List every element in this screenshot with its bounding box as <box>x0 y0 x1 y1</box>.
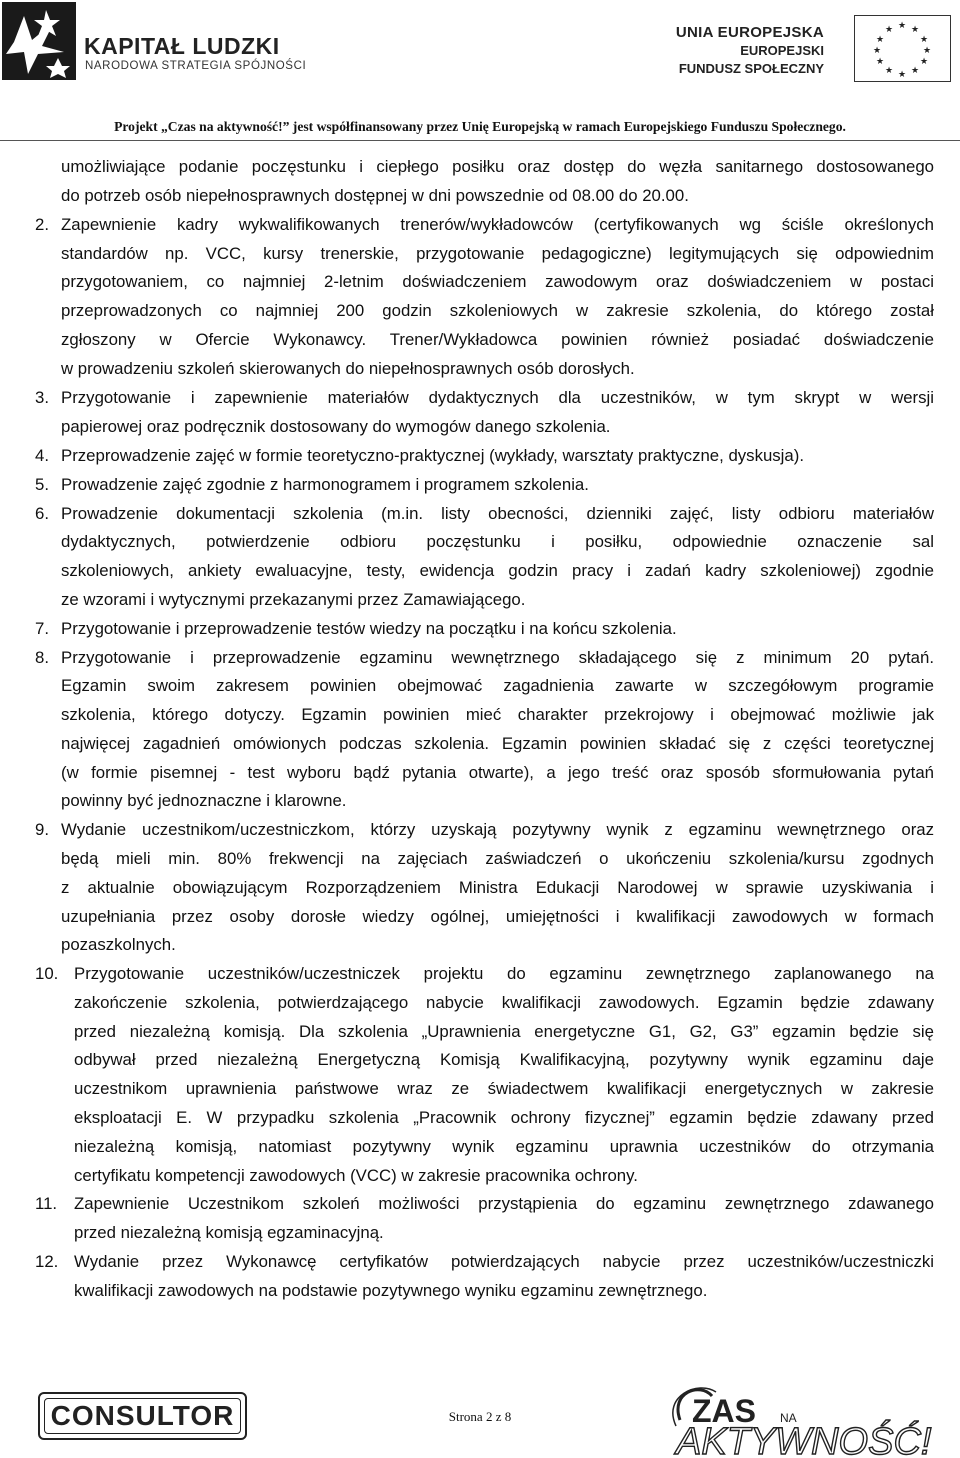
text-line: Wydanie uczestnikom/uczestniczkom, którzy uzyskają pozytywny wynik z egzaminu wewnętrznego oraz <box>61 820 934 839</box>
text-line: Prowadzenie dokumentacji szkolenia (m.in. listy obecności, dzienniki zajęć, listy odbioru materiałów <box>61 504 934 523</box>
text-line: z aktualnie obowiązującym Rozporządzeniem Ministra Edukacji Narodowej w sprawie uzyskiwania i <box>61 878 934 897</box>
svg-text:★: ★ <box>910 66 920 76</box>
eu-label <box>676 24 824 78</box>
svg-text:★: ★ <box>922 46 932 56</box>
list-number: 2. <box>35 215 49 234</box>
svg-text:★: ★ <box>910 25 920 35</box>
text-line: do potrzeb osób niepełnosprawnych dostępnej w dni powszednie od 08.00 do 20.00. <box>61 186 689 205</box>
kapital-ludzki-title: KAPITAŁ LUDZKI <box>84 33 280 59</box>
list-number: 4. <box>35 446 49 465</box>
svg-text:★: ★ <box>875 57 885 67</box>
list-number: 5. <box>35 475 49 494</box>
list-number: 6. <box>35 504 49 523</box>
page-number: Strona 2 z 8 <box>448 1409 512 1424</box>
text-line: dydaktycznych, potwierdzenie odbioru poczęstunku i posiłku, odpowiednie oznaczenie sal <box>61 532 934 551</box>
text-line: szkoleniowych, ankiety ewaluacyjne, testy, ewidencja godzin pracy i zadań kadry szkoleniowej) zgodnie <box>61 561 934 580</box>
text-line: zakończenie szkolenia, potwierdzającego nabycie kwalifikacji zawodowych. Egzamin będzie zdawany <box>74 993 934 1012</box>
text-line: Przygotowanie i przeprowadzenie egzaminu wewnętrznego składającego się z minimum 20 pytań. <box>61 648 934 667</box>
text-line: szkolenia, którego dotyczy. Egzamin powinien mieć charakter przekrojowy i obejmować możliwie jak <box>61 705 934 724</box>
czas-na-aktywnosc-logo <box>640 1382 958 1456</box>
text-line: uczestnikom uprawnienia państwowe wraz ze świadectwem kwalifikacji energetycznych w zakresie <box>74 1079 934 1098</box>
text-line: Przeprowadzenie zajęć w formie teoretyczno-praktycznej (wykłady, warsztaty praktyczne, dyskusja). <box>61 446 804 465</box>
svg-text:★: ★ <box>875 35 885 45</box>
project-cofinancing-note: Projekt „Czas na aktywność!” jest współfinansowany przez Unię Europejską w ramach Europejskiego Funduszu Społecznego. <box>114 119 846 134</box>
list-number: 12. <box>35 1252 59 1271</box>
text-line: będą mieli min. 80% frekwencji na zajęciach zaświadczeń o ukończeniu szkolenia/kursu zgodnych <box>61 849 934 868</box>
list-number: 10. <box>35 964 59 983</box>
text-line: odbywał przed niezależną Energetyczną Komisją Kwalifikacyjną, pozytywny wynik egzaminu daje <box>74 1050 934 1069</box>
text-line: przygotowaniem, co najmniej 2-letnim doświadczeniem zawodowym oraz doświadczeniem w postaci <box>61 272 934 291</box>
text-line: Zapewnienie kadry wykwalifikowanych trenerów/wykładowców (certyfikowanych wg ściśle określonych <box>61 215 934 234</box>
text-line: przeprowadzonych co najmniej 200 godzin szkoleniowych w zakresie szkolenia, do którego został <box>61 301 934 320</box>
text-line: w prowadzeniu szkoleń skierowanych do niepełnosprawnych osób dorosłych. <box>61 359 635 378</box>
eu-line-1: UNIA EUROPEJSKA <box>675 24 824 41</box>
czas-logo-na: NA <box>780 1411 797 1425</box>
svg-text:★: ★ <box>897 70 907 80</box>
text-line: kwalifikacji zawodowych na podstawie pozytywnego wyniku egzaminu zewnętrznego. <box>74 1281 708 1300</box>
text-line: standardów np. VCC, kursy trenerskie, przygotowanie pedagogiczne) legitymujących się odpowiednim <box>61 244 934 263</box>
eu-line-3: FUNDUSZ SPOŁECZNY <box>678 61 824 76</box>
text-line: Przygotowanie uczestników/uczestniczek projektu do egzaminu zewnętrznego zaplanowanego na <box>74 964 934 983</box>
text-line: papierowej oraz podręcznik dostosowany do wymogów danego szkolenia. <box>61 417 611 436</box>
list-number: 9. <box>35 820 49 839</box>
text-line: Egzamin swoim zakresem powinien obejmować zagadnienia zawarte w szczegółowym programie <box>61 676 934 695</box>
text-line: ze wzorami i wytycznymi przekazanymi przez Zamawiającego. <box>61 590 526 609</box>
list-number: 3. <box>35 388 49 407</box>
text-line: powinny być jednoznaczne i klarowne. <box>61 791 347 810</box>
svg-text:★: ★ <box>897 21 907 31</box>
svg-text:★: ★ <box>919 57 929 67</box>
text-line: niezależną komisją, natomiast pozytywny wynik egzaminu uprawnia uczestników do otrzymania <box>74 1137 934 1156</box>
text-line: przed niezależną komisją egzaminacyjną. <box>74 1223 384 1242</box>
text-line: certyfikatu kompetencji zawodowych (VCC) w zakresie pracownika ochrony. <box>74 1166 638 1185</box>
svg-text:★: ★ <box>884 66 894 76</box>
text-line: Przygotowanie i zapewnienie materiałów dydaktycznych dla uczestników, w tym skrypt w wersji <box>61 388 934 407</box>
czas-logo-top: ZAS <box>692 1393 756 1429</box>
page-header <box>0 0 960 140</box>
text-line: (w formie pisemnej - test wyboru bądź pytania otwarte), a jego treść oraz sposób sformułowania pytań <box>61 763 934 782</box>
header-divider <box>0 140 960 141</box>
svg-text:★: ★ <box>884 25 894 35</box>
czas-logo-bottom: AKTYWNOŚĆ! <box>676 1421 932 1456</box>
text-line: uzupełniania przez osoby dorosłe wiedzy ogólnej, umiejętności i kwalifikacji zawodowych w formach <box>61 907 934 926</box>
text-line: eksploatacji E. W przypadku szkolenia „Pracownik ochrony fizycznej” egzamin będzie zdawany przed <box>74 1108 934 1127</box>
text-line: Prowadzenie zajęć zgodnie z harmonogramem i programem szkolenia. <box>61 475 589 494</box>
kapital-ludzki-subtitle: NARODOWA STRATEGIA SPÓJNOŚCI <box>85 60 307 72</box>
list-number: 8. <box>35 648 49 667</box>
svg-text:★: ★ <box>919 35 929 45</box>
text-line: najwięcej zagadnień omówionych podczas szkolenia. Egzamin powinien składać się z części teoretycznej <box>61 734 934 753</box>
text-line: Zapewnienie Uczestnikom szkoleń możliwości przystąpienia do egzaminu zewnętrznego zdawanego <box>74 1194 934 1213</box>
text-line: Przygotowanie i przeprowadzenie testów wiedzy na początku i na końcu szkolenia. <box>61 619 677 638</box>
text-line: zgłoszony w Ofercie Wykonawcy. Trener/Wykładowca powinien również posiadać doświadczenie <box>61 330 934 349</box>
eu-line-2: EUROPEJSKI <box>740 43 824 58</box>
text-line: Wydanie przez Wykonawcę certyfikatów potwierdzających nabycie przez uczestników/uczestniczki <box>74 1252 934 1271</box>
svg-text:★: ★ <box>872 46 882 56</box>
text-line: pozaszkolnych. <box>61 935 176 954</box>
list-number: 11. <box>35 1194 58 1213</box>
list-number: 7. <box>35 619 49 638</box>
text-line: przed niezależną komisją. Dla szkolenia „Uprawnienia energetyczne G1, G2, G3” egzamin będzie się <box>74 1022 934 1041</box>
consultor-logo-text: CONSULTOR <box>44 1398 241 1434</box>
kapital-ludzki-logo-icon <box>2 2 76 80</box>
text-line: umożliwiające podanie poczęstunku i ciepłego posiłku oraz dostęp do węzła sanitarnego dostosowanego <box>61 157 934 176</box>
eu-flag-icon <box>854 15 951 82</box>
